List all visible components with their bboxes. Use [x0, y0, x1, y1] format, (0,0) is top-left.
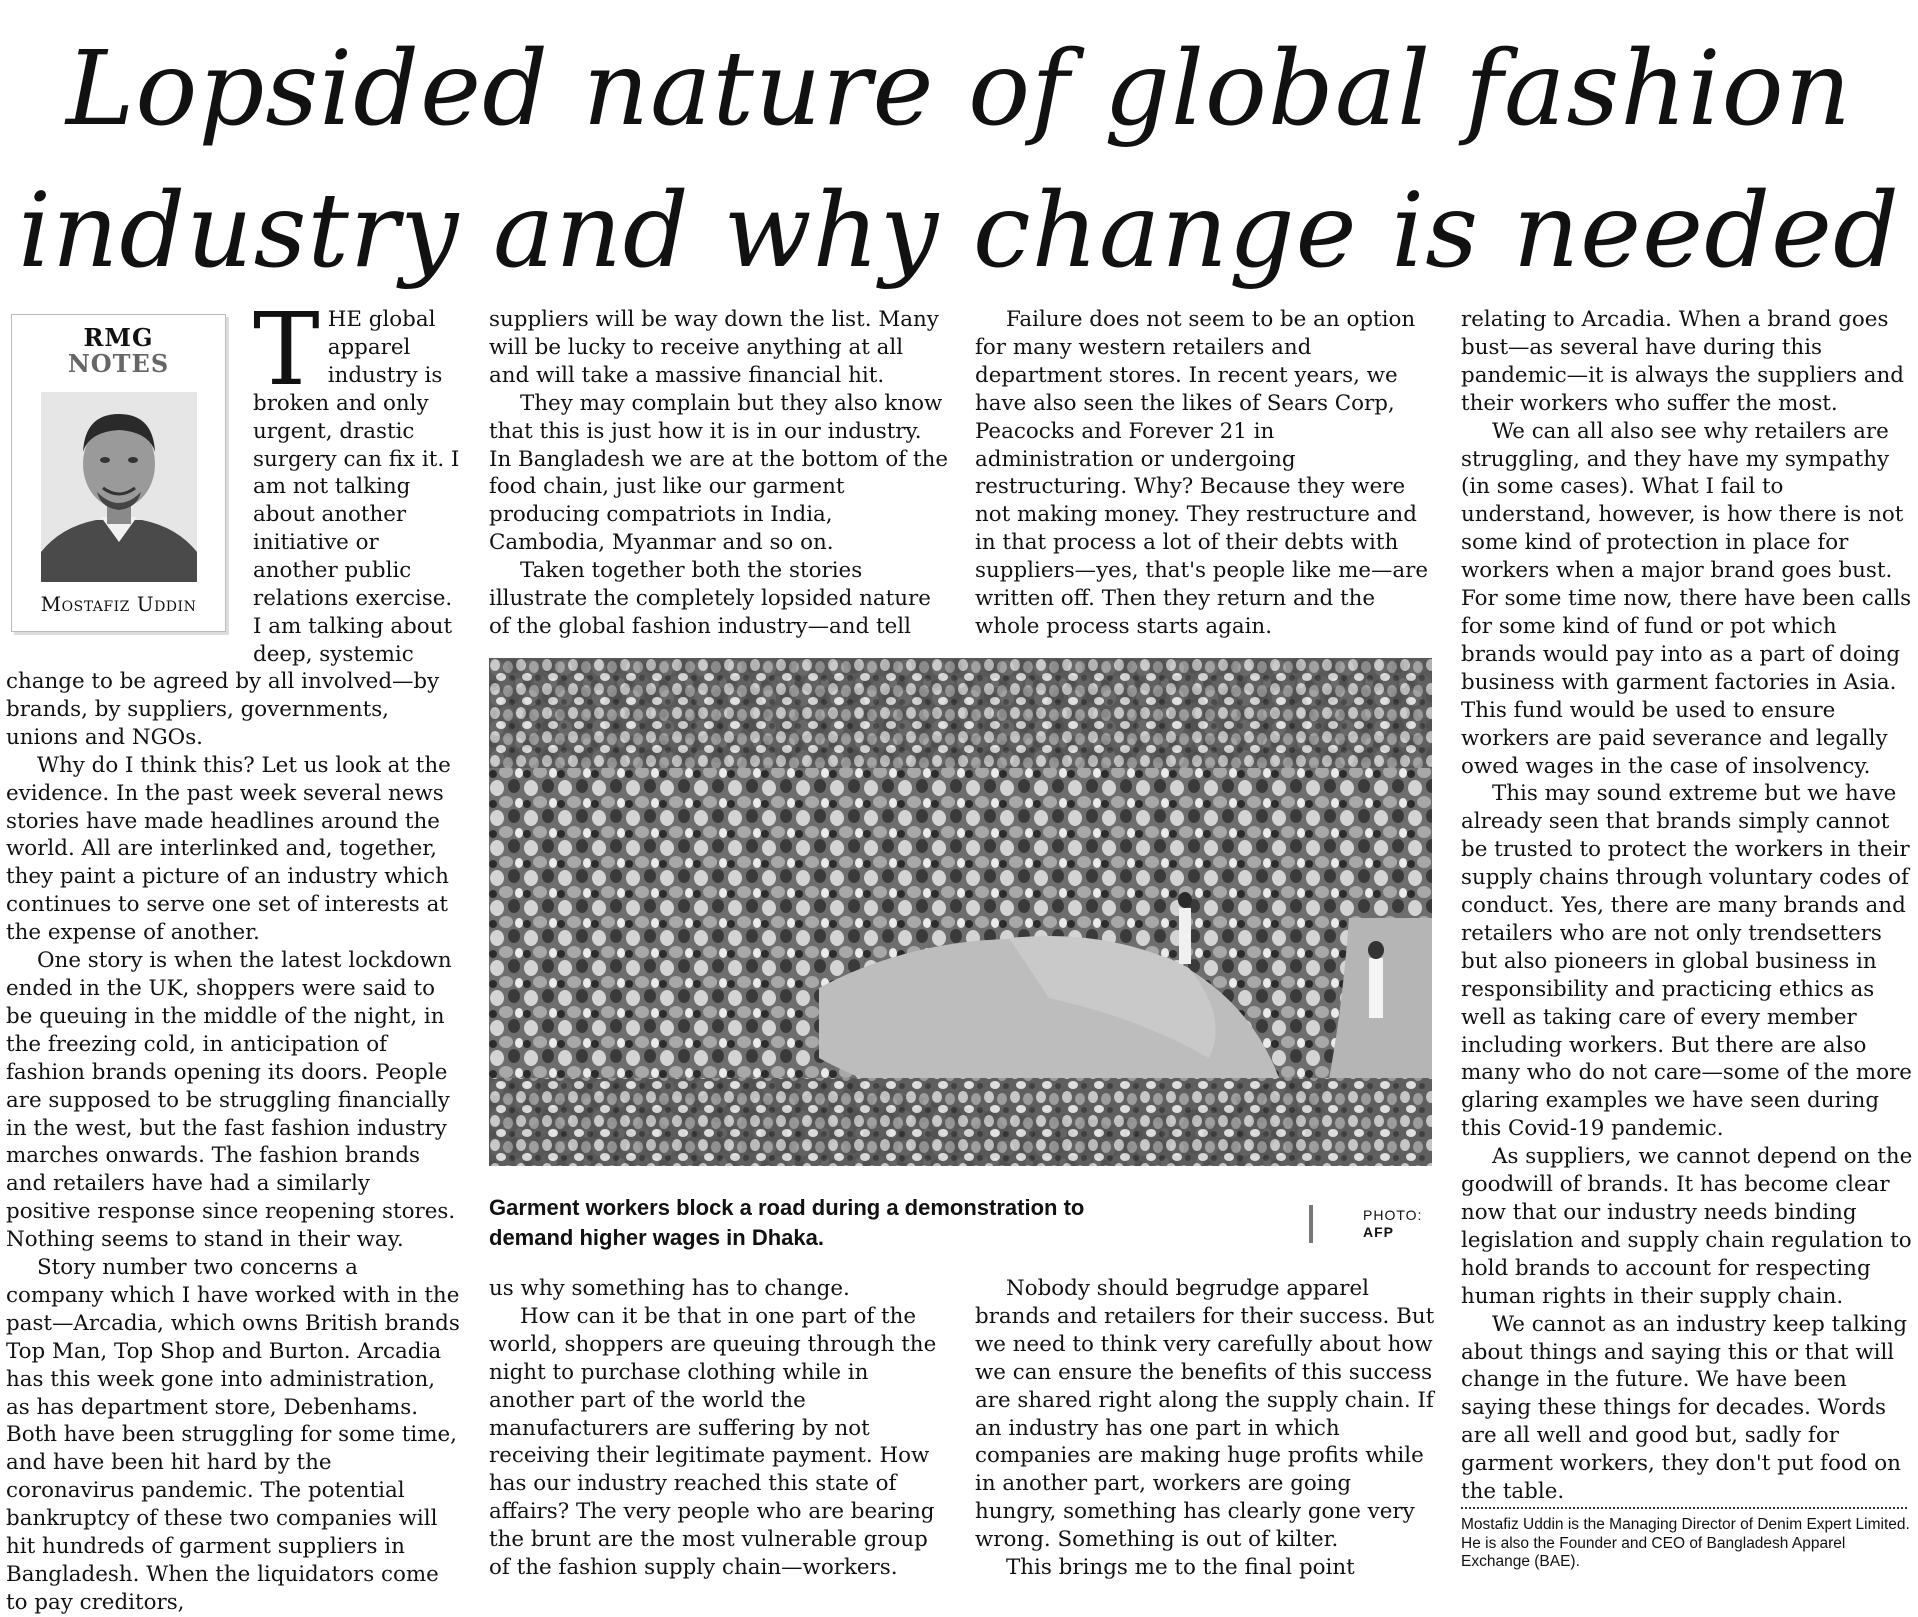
- crowd-photo: [489, 658, 1432, 1166]
- photo-credit-source: AFP: [1363, 1224, 1394, 1240]
- lead-paragraph: [253, 291, 460, 669]
- paragraph: Nobody should begrudge apparel brands and retailers for their success. But we need to think very carefully about how we can ensure the benefits of this success are shared right along the supply chain. If an industry has one part in which companies are making huge profits while in another part, workers are going hungry, something has clearly gone very wrong. Something is out of kilter.: [975, 1276, 1435, 1553]
- author-name: Mostafiz Uddin: [40, 592, 197, 616]
- author-footnote: Mostafiz Uddin is the Managing Director of Denim Expert Limited. He is also the Founder and CEO of Bangladesh Apparel Exchange (BAE).: [1461, 1516, 1910, 1570]
- paragraph: Story number two concerns a company which I have worked with in the past—Arcadia, which owns British brands Top Man, Top Shop and Burton. Arcadia has this week gone into administration, as has department store, Debenhams. Both have been struggling for some time, and have been hit hard by the coronavirus pandemic. The potential bankruptcy of these two companies will hit hundreds of garment suppliers in Bangladesh. When the liquidators come to pay creditors,: [6, 1255, 460, 1615]
- paragraph: This may sound extreme but we have already seen that brands simply cannot be trusted to protect the workers in their supply chains through voluntary codes of conduct. Yes, there are many brands and retailers who are not only trendsetters but also pioneers in global business in responsibility and practicing ethics as well as taking care of every member including workers. But there are also many who do not care—some of the more glaring examples we have seen during this Covid-19 pandemic.: [1461, 781, 1912, 1142]
- headline-line-1: Lopsided nature of global fashion: [66, 29, 1852, 149]
- article-headline: [0, 18, 1918, 302]
- paragraph: This brings me to the final point: [1006, 1555, 1355, 1581]
- paragraph: We can all also see why retailers are struggling, and they have my sympathy (in some cases). What I fail to understand, however, is how there is not some kind of protection in place for workers when a major brand goes bust. For some time now, there have been calls for some kind of fund or pot which brands would pay into as a part of doing business with garment factories in Asia. This fund would be used to ensure workers are paid severance and legally owed wages in the case of insolvency.: [1461, 418, 1912, 779]
- paragraph: They may complain but they also know that this is just how it is in our industry. In Bangladesh we are at the bottom of the food chain, just like our garment producing compatriots in India, Cambodia, Myanmar and so on.: [489, 390, 949, 556]
- credit-divider: [1309, 1205, 1313, 1243]
- footnote-divider: [1461, 1507, 1907, 1509]
- paragraph: suppliers will be way down the list. Many will be lucky to receive anything at all and will take a massive financial hit.: [489, 307, 939, 388]
- photo-caption: Garment workers block a road during a demonstration to demand higher wages in Dhaka.: [489, 1195, 1085, 1250]
- paragraph: Taken together both the stories illustrate the completely lopsided nature of the global fashion industry—and tell: [489, 558, 931, 639]
- headline-line-2: industry and why change is needed: [18, 171, 1900, 291]
- paragraph: change to be agreed by all involved—by brands, by suppliers, governments, unions and NGOs.: [6, 669, 440, 750]
- paragraph: One story is when the latest lockdown ended in the UK, shoppers were said to be queuing in the middle of the night, in the freezing cold, in anticipation of fashion brands opening its doors. People are supposed to be struggling financially in the west, but the fast fashion industry marches onwards. The fashion brands and retailers have had a similarly positive response since reopening stores. Nothing seems to stand in their way.: [6, 948, 456, 1253]
- paragraph: us why something has to change.: [489, 1276, 850, 1301]
- drop-cap: T: [253, 291, 320, 408]
- column-3-top: [975, 306, 1435, 641]
- column-label: [12, 325, 225, 377]
- column-1-body: [6, 668, 461, 1617]
- columnist-box: [11, 314, 226, 632]
- column-2-bottom: [489, 1275, 949, 1582]
- column-label-rmg: RMG: [83, 323, 154, 352]
- photo-credit: [1363, 1207, 1422, 1241]
- photo-credit-label: PHOTO:: [1363, 1207, 1423, 1223]
- paragraph: We cannot as an industry keep talking about things and saying this or that will change in the future. We have been saying these things for decades. Words are all well and good but, sadly for garment workers, they don't put food on the table.: [1461, 1311, 1908, 1505]
- paragraph: As suppliers, we cannot depend on the goodwill of brands. It has become clear now that our industry needs binding legislation and supply chain regulation to hold brands to account for respecting human rights in their supply chain.: [1461, 1144, 1913, 1309]
- paragraph: relating to Arcadia. When a brand goes bust—as several have during this pandemic—it is always the suppliers and their workers who suffer the most.: [1461, 307, 1904, 416]
- paragraph: How can it be that in one part of the world, shoppers are queuing through the night to purchase clothing while in another part of the world the manufacturers are suffering by not receiving their legitimate payment. How has our industry reached this state of affairs? The very people who are bearing the brunt are the most vulnerable group of the fashion supply chain—workers.: [489, 1303, 937, 1581]
- column-label-notes: NOTES: [67, 349, 170, 378]
- column-1-lead: [253, 291, 460, 669]
- column-4: [1461, 306, 1914, 1506]
- paragraph: Failure does not seem to be an option for many western retailers and department stores. In recent years, we have also seen the likes of Sears Corp, Peacocks and Forever 21 in administration or undergoing restructuring. Why? Because they were not making money. They restructure and in that process a lot of their debts with suppliers—yes, that's people like me—are written off. Then they return and the whole process starts again.: [975, 307, 1429, 639]
- paragraph: Why do I think this? Let us look at the evidence. In the past week several news stories have made headlines around the world. All are interlinked and, together, they paint a picture of an industry which continues to serve one set of interests at the expense of another.: [6, 752, 451, 946]
- column-2-top: [489, 306, 949, 641]
- column-3-bottom: [975, 1275, 1435, 1582]
- lead-text: HE global apparel industry is broken and only urgent, drastic surgery can fix it. I am not talking about another initiative or another public relations exercise. I am talking about deep, systemic: [253, 307, 460, 667]
- author-portrait: [41, 392, 197, 582]
